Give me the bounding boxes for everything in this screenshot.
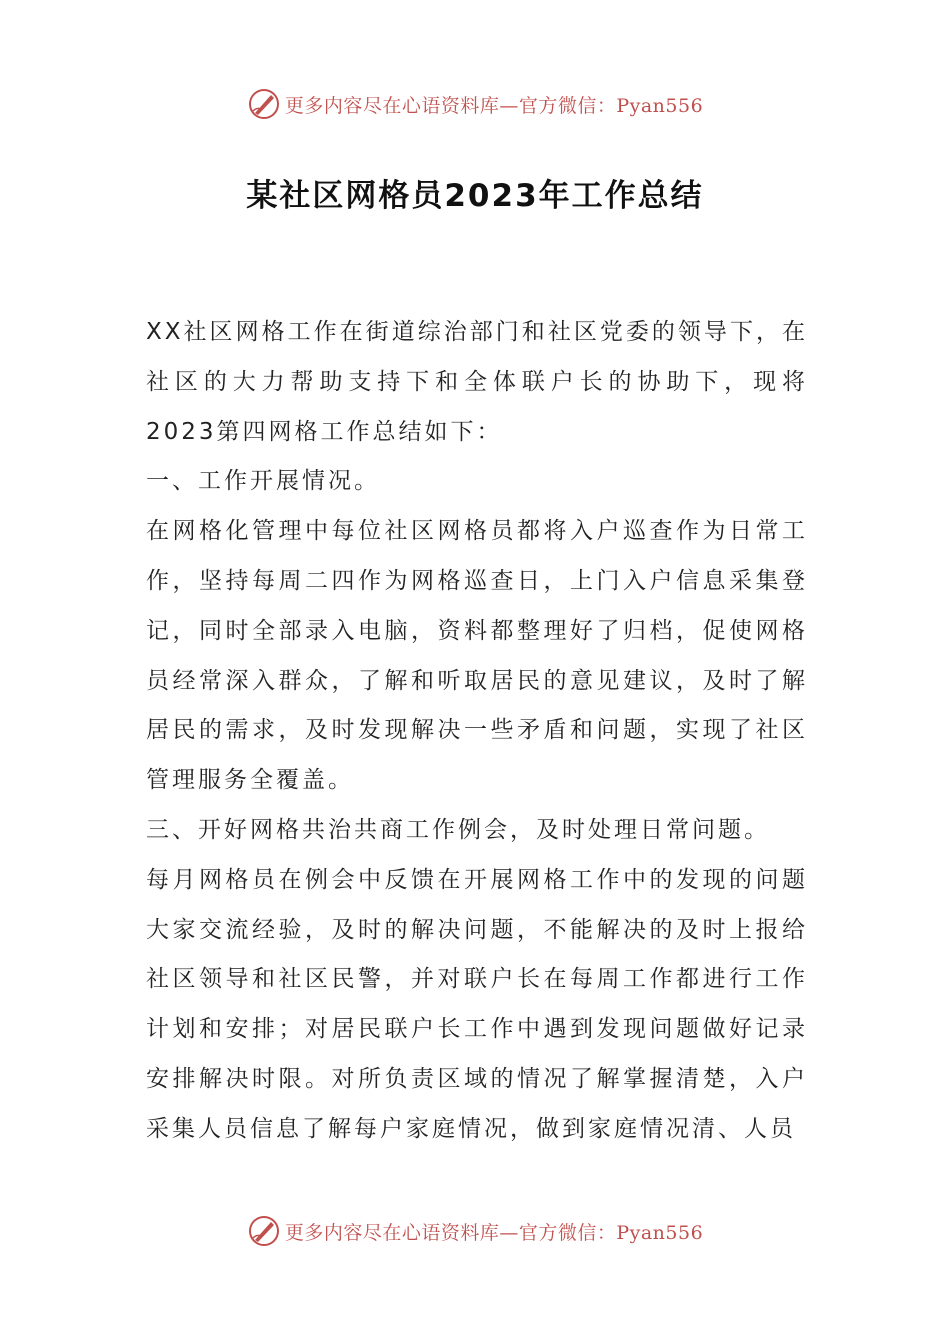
paragraph-1: 在网格化管理中每位社区网格员都将入户巡查作为日常工作，坚持每周二四作为网格巡查日，上门入户信息采集登记，同时全部录入电脑，资料都整理好了归档，促使网格员经常深入群众，了解和听取居民的意见建议，及时了解居民的需求，及时发现解决一些矛盾和问题，实现了社区管理服务全覆盖。: [146, 518, 808, 794]
pen-circle-logo-icon: [247, 1214, 281, 1248]
document-title: 某社区网格员2023年工作总结: [246, 178, 704, 214]
section-heading-1: 一、工作开展情况。: [146, 468, 380, 495]
footer-banner: [0, 1211, 950, 1251]
banner-text: 更多内容尽在心语资料库—官方微信：Pyan556: [284, 1221, 704, 1244]
paragraph-intro: XX社区网格工作在街道综治部门和社区党委的领导下，在社区的大力帮助支持下和全体联户长的协助下，现将2023第四网格工作总结如下：: [146, 319, 808, 445]
header-banner: [0, 84, 950, 124]
section-heading-3: 三、开好网格共治共商工作例会，及时处理日常问题。: [146, 816, 770, 843]
paragraph-2: 每月网格员在例会中反馈在开展网格工作中的发现的问题大家交流经验，及时的解决问题，不能解决的及时上报给社区领导和社区民警，并对联户长在每周工作都进行工作计划和安排；对居民联户长工作中遇到发现问题做好记录安排解决时限。对所负责区域的情况了解掌握清楚，入户采集人员信息了解每户家庭情况，做到家庭情况清、人员: [146, 866, 808, 1142]
pen-circle-logo-icon: [247, 87, 281, 121]
banner-text: 更多内容尽在心语资料库—官方微信：Pyan556: [284, 94, 704, 117]
document-body: [146, 308, 808, 1155]
